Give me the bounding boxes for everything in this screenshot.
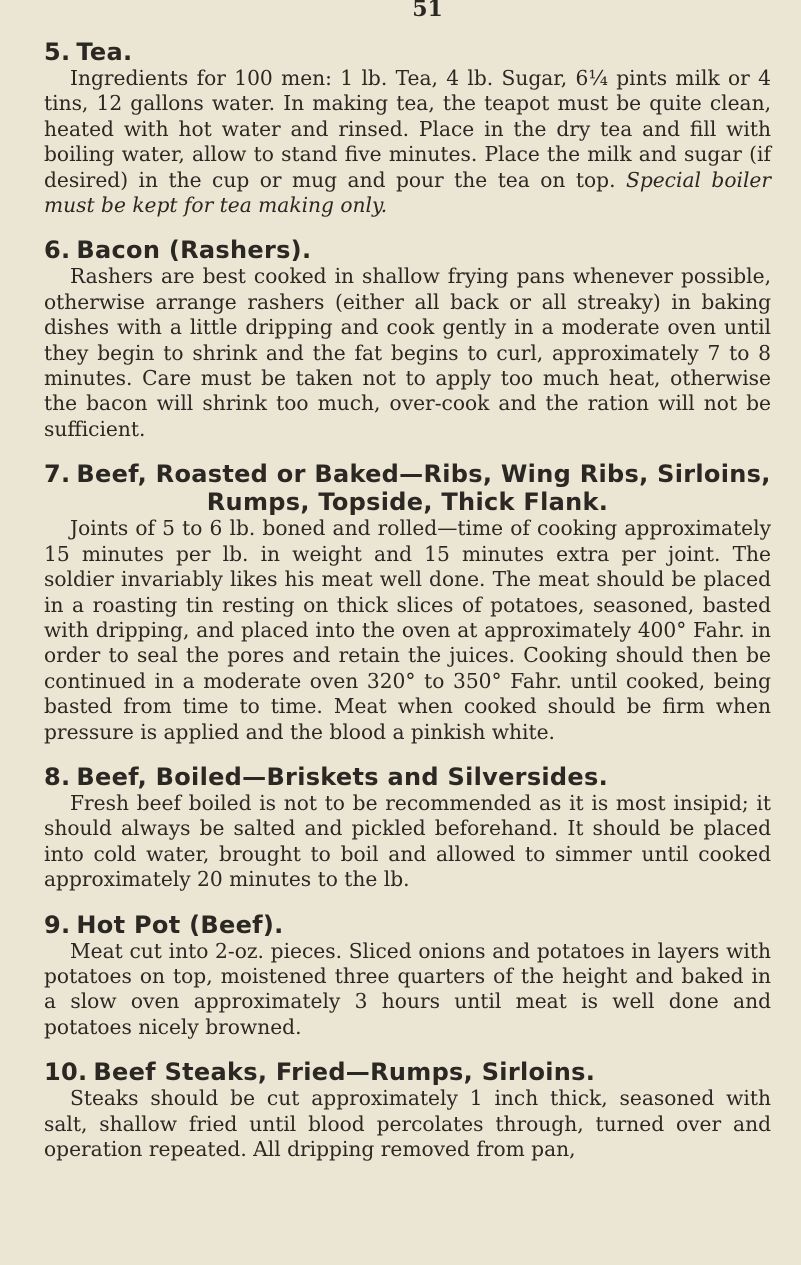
section-title: Beef, Boiled—Briskets and Silversides. [76, 762, 608, 791]
section-subtitle: Rumps, Topside, Thick Flank. [206, 488, 609, 517]
recipe-section-hot-pot [44, 911, 771, 1041]
section-title: Tea. [76, 38, 133, 66]
page-number: 51 [412, 0, 443, 22]
recipe-section-beef-roasted [44, 460, 771, 745]
section-heading [44, 911, 771, 939]
section-body: Steaks should be cut approximately 1 inch thick, seasoned with salt, shallow fried until blood percolates through, turned over and operation repeated. All dripping removed from pan, [44, 1086, 771, 1161]
section-title: Beef Steaks, Fried—Rumps, Sirloins. [93, 1058, 596, 1087]
section-number: 10. [44, 1058, 88, 1087]
section-body: Joints of 5 to 6 lb. boned and rolled—time of cooking approximately 15 minutes per lb. in weight and 15 minutes extra per joint. The soldier invariably likes his meat well done. The meat should be placed in a roasting tin resting on thick slices of potatoes, seasoned, basted with dripping, and placed into the oven at approximately 400° Fahr. in order to seal the pores and retain the juices. Cooking should then be continued in a moderate oven 320° to 350° Fahr. until cooked, being basted from time to time. Meat when cooked should be firm when pressure is applied and the blood a pinkish white. [44, 516, 771, 744]
section-body: Meat cut into 2-oz. pieces. Sliced onions and potatoes in layers with potatoes on top, moistened three quarters of the height and baked in a slow oven approximately 3 hours until meat is well done and potatoes nicely browned. [44, 938, 771, 1039]
recipe-section-beef-steaks [44, 1058, 771, 1162]
recipe-section-tea [44, 38, 771, 218]
section-body-text: Ingredients for 100 men: 1 lb. Tea, 4 lb. Sugar, 6¼ pints milk or 4 tins, 12 gallons water. In making tea, the teapot must be quite clean, heated with hot water and rinsed. Place in the dry tea and fill with boiling water, allow to stand five minutes. Place the milk and sugar (if desired) in the cup or mug and pour the tea on top. [44, 66, 771, 192]
section-heading [44, 763, 771, 791]
section-body-italic: Special boiler must be kept for tea making only. [44, 167, 771, 218]
section-number: 6. [44, 236, 71, 265]
section-body: Rashers are best cooked in shallow frying pans whenever possible, otherwise arrange rashers (either all back or all streaky) in baking dishes with a little dripping and cook gently in a moderate oven until they begin to shrink and the fat begins to curl, approximately 7 to 8 minutes. Care must be taken not to apply too much heat, otherwise the bacon will shrink too much, over-cook and the ration will not be sufficient. [44, 264, 771, 441]
section-heading [44, 38, 771, 66]
section-heading [44, 236, 771, 264]
recipe-section-bacon [44, 236, 771, 442]
section-heading [44, 460, 771, 488]
section-body [44, 66, 771, 218]
section-number: 7. [44, 460, 71, 489]
section-body: Fresh beef boiled is not to be recommended as it is most insipid; it should always be salted and pickled beforehand. It should be placed into cold water, brought to boil and allowed to simmer until cooked approximately 20 minutes to the lb. [44, 790, 771, 892]
section-title: Bacon (Rashers). [76, 236, 312, 265]
section-title: Hot Pot (Beef). [76, 910, 284, 939]
section-number: 8. [44, 762, 71, 791]
section-title: Beef, Roasted or Baked—Ribs, Wing Ribs, Sirloins, [76, 460, 771, 489]
section-heading [44, 1058, 771, 1086]
section-number: 5. [44, 38, 71, 66]
recipe-section-beef-boiled [44, 763, 771, 893]
section-number: 9. [44, 910, 71, 939]
